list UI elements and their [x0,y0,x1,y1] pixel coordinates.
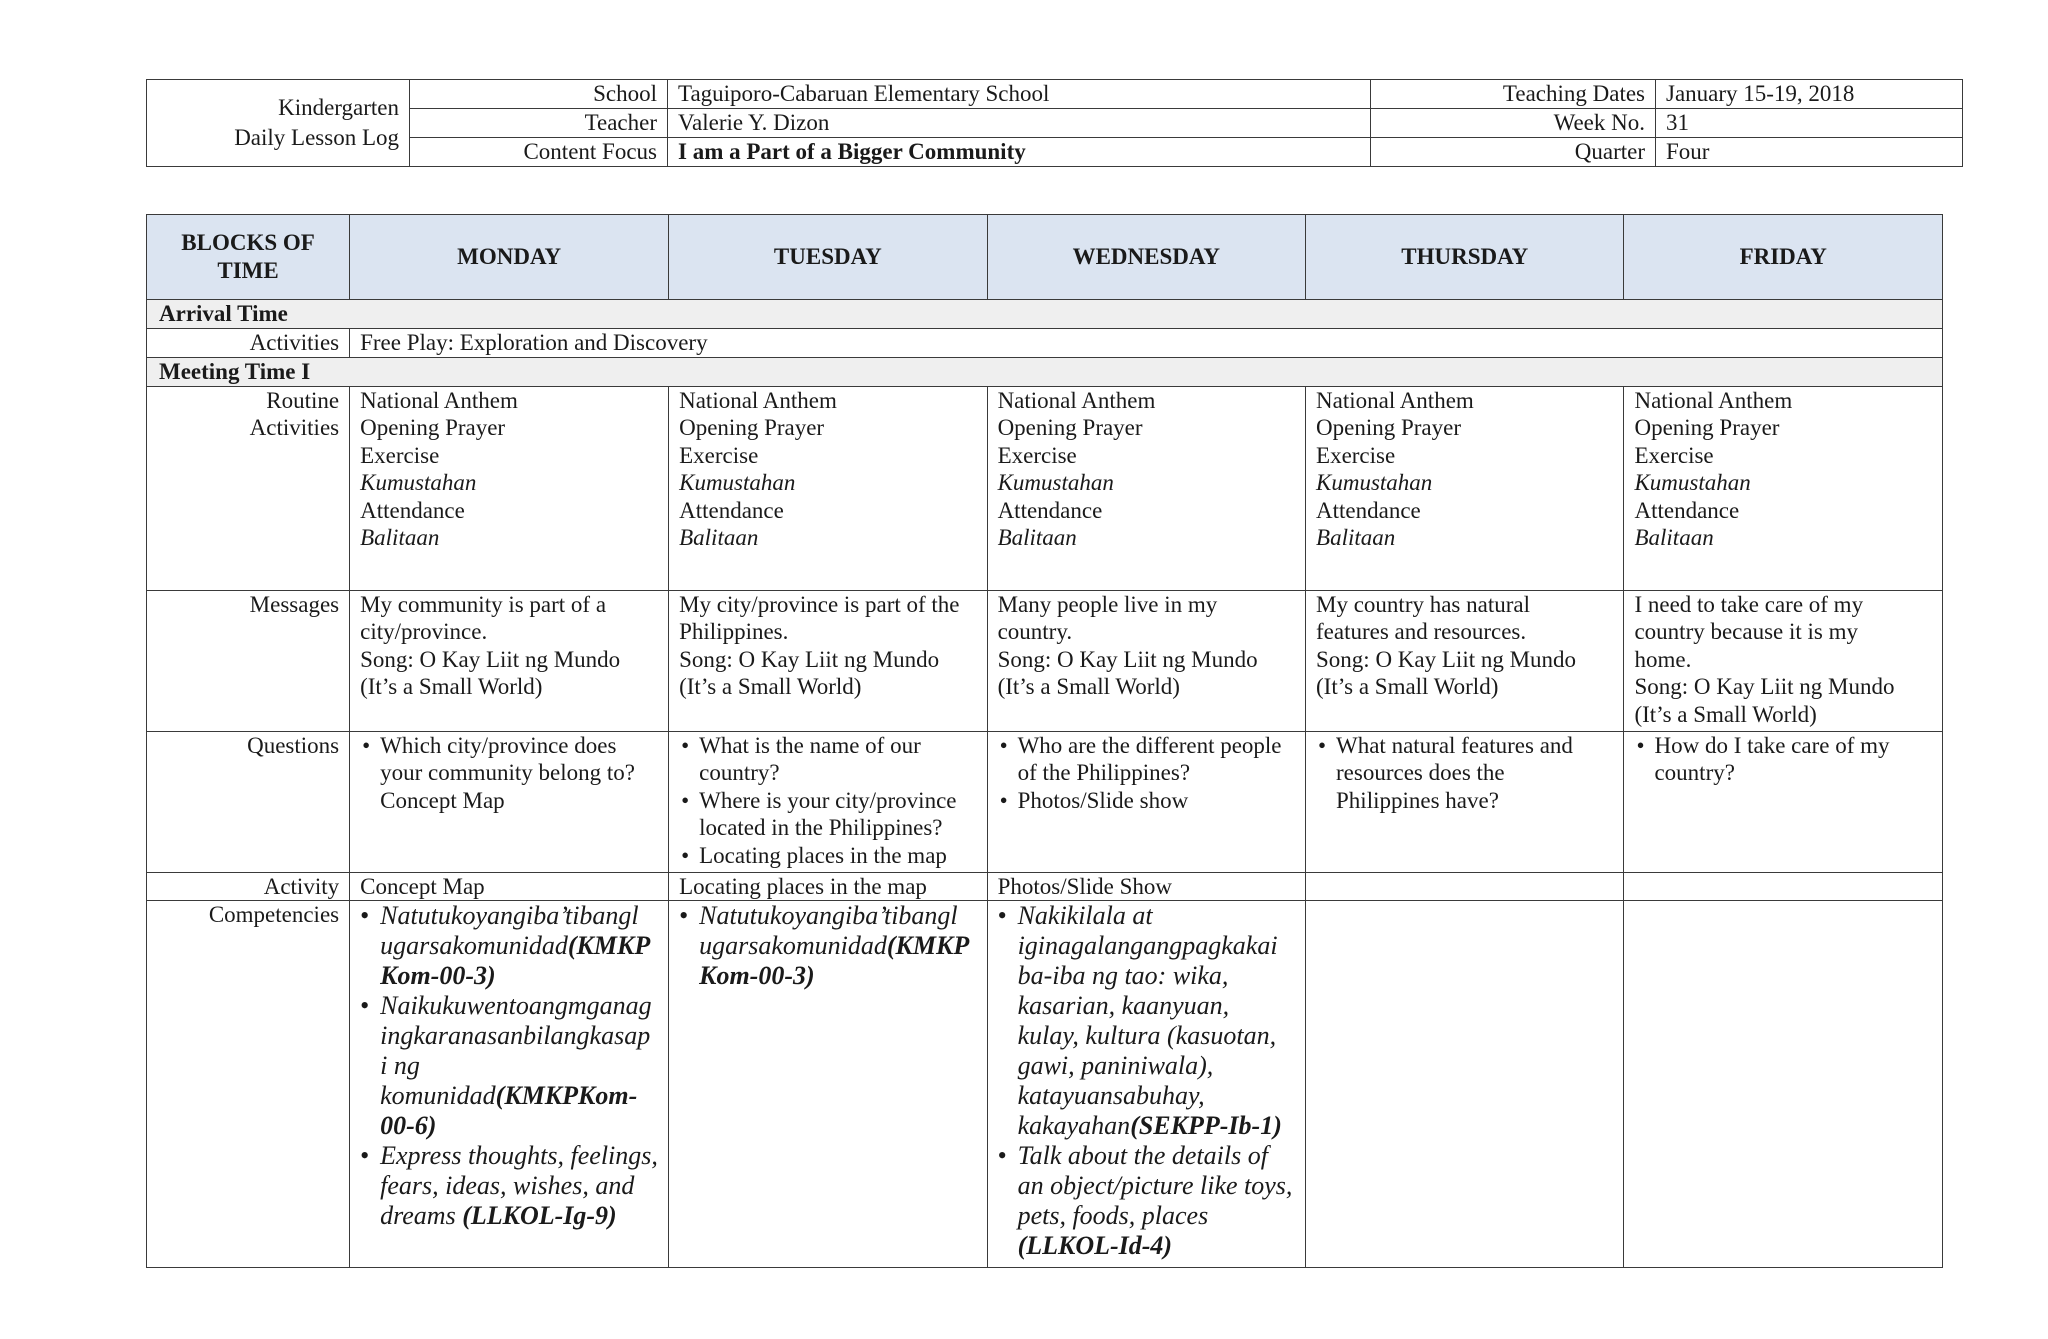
content-focus-label: Content Focus [410,138,668,167]
routine-label-line1: Routine [266,387,340,413]
competency-code: (KMKPKom-00-6) [380,1081,638,1140]
question-item: • What natural features and resources does the Philippines have? [1316,732,1613,815]
routine-monday [350,386,669,590]
message-line: (It’s a Small World) [1634,701,1817,727]
message-line: Song: O Kay Liit ng Mundo [1316,646,1577,672]
messages-row [147,590,1943,731]
activity-tuesday: Locating places in the map [669,872,987,901]
competency-code: (KMKP Kom-00-3) [699,931,969,990]
routine-item: National Anthem [360,387,518,413]
activities-row [147,329,1943,358]
question-item: • How do I take care of my country? [1634,732,1932,787]
competencies-list [998,901,1295,1261]
competency-text: Nakikilala at iginagalangangpagkakai ba-iba ng tao: wika, kasarian, kaanyuan, kulay, kultura (kasuotan, gawi, paniniwala), katayuansabuhay, kakayahan [1017,901,1278,1140]
questions-list [1316,732,1613,815]
routine-item: Opening Prayer [997,415,1143,440]
routine-item: Attendance [997,497,1103,523]
section-row-arrival [147,300,1943,329]
message-monday [350,590,669,731]
competency-text: Natutukoyangiba’tibangl ugarsakomunidad [380,901,639,960]
message-line: My city/province is part of the [679,591,960,617]
routine-item: Kumustahan [360,470,477,495]
message-line: Philippines. [679,619,789,644]
routine-item: Exercise [360,442,440,468]
routine-item: Opening Prayer [360,415,506,440]
competency-code: (SEKPP-Ib-1) [1130,1111,1282,1140]
activities-label: Activities [147,329,350,358]
section-meeting-time: Meeting Time I [147,357,1943,386]
message-line: Many people live in my [997,591,1218,617]
competency-item [998,1141,1295,1261]
message-line: country. [997,619,1073,644]
questions-thursday [1306,731,1624,872]
message-line: My community is part of a [360,591,607,617]
message-line: Song: O Kay Liit ng Mundo [360,646,621,672]
log-title [147,80,410,167]
routine-item: Kumustahan [997,470,1114,495]
competency-item [360,1141,658,1231]
routine-label-line2: Activities [249,415,340,440]
column-header-row [147,215,1943,300]
log-title-line1: Kindergarten [278,95,399,120]
competencies-list [360,901,658,1231]
questions-list [998,732,1295,815]
questions-label: Questions [147,731,350,872]
routine-item: National Anthem [679,387,837,413]
routine-item: Opening Prayer [679,415,825,440]
competency-item [998,901,1295,1141]
routine-tuesday [669,386,987,590]
routine-thursday [1306,386,1624,590]
message-line: (It’s a Small World) [360,674,543,699]
competencies-label: Competencies [147,901,350,1268]
questions-monday [350,731,669,872]
question-item: • Photos/Slide show [998,787,1295,815]
routine-item: Balitaan [1634,525,1714,550]
routine-item: National Anthem [1634,387,1793,413]
col-header-monday: MONDAY [350,215,669,300]
week-label: Week No. [1371,109,1656,138]
activities-value: Free Play: Exploration and Discovery [350,329,1943,358]
questions-row [147,731,1943,872]
message-line: city/province. [360,619,488,644]
activity-monday: Concept Map [350,872,669,901]
activity-friday [1624,872,1943,901]
competencies-row [147,901,1943,1268]
routine-item: Attendance [1316,497,1421,523]
competency-item [360,901,658,991]
competency-text: Natutukoyangiba’tibangl ugarsakomunidad [699,901,958,960]
school-value: Taguiporo-Cabaruan Elementary School [668,80,1371,109]
competencies-friday [1624,901,1943,1268]
routine-item: National Anthem [997,387,1156,413]
message-line: I need to take care of my [1634,591,1864,617]
activity-row [147,872,1943,901]
quarter-label: Quarter [1371,138,1656,167]
col-header-blocks: BLOCKS OF TIME [147,215,350,300]
teacher-label: Teacher [410,109,668,138]
competency-code: (KMKP Kom-00-3) [380,931,650,990]
teaching-dates-label: Teaching Dates [1371,80,1656,109]
question-item: • Which city/province does your community belong to? Concept Map [360,732,658,815]
message-tuesday [669,590,987,731]
message-wednesday [987,590,1305,731]
questions-list [1634,732,1932,787]
message-line: country because it is my [1634,619,1859,644]
message-friday [1624,590,1943,731]
school-label: School [410,80,668,109]
competency-code: (LLKOL-Ig-9) [462,1201,617,1230]
message-line: Song: O Kay Liit ng Mundo [1634,674,1895,699]
routine-item: Attendance [679,497,784,523]
message-line: (It’s a Small World) [679,674,862,699]
section-row-meeting [147,357,1943,386]
routine-item: Balitaan [679,525,759,550]
section-arrival-time: Arrival Time [147,300,1943,329]
questions-wednesday [987,731,1305,872]
activity-wednesday: Photos/Slide Show [987,872,1305,901]
questions-list [360,732,658,815]
competency-item [679,901,976,991]
competency-item [360,991,658,1141]
message-thursday [1306,590,1624,731]
col-header-wednesday: WEDNESDAY [987,215,1305,300]
message-line: (It’s a Small World) [1316,674,1499,699]
competencies-thursday [1306,901,1624,1268]
routine-item: Attendance [1634,497,1740,523]
competencies-list [679,901,976,991]
competency-code: (LLKOL-Id-4) [1017,1231,1173,1260]
competency-text: Express thoughts, feelings, fears, ideas, wishes, and dreams [380,1141,658,1230]
competencies-tuesday [669,901,987,1268]
questions-friday [1624,731,1943,872]
routine-item: Opening Prayer [1634,415,1780,440]
message-line: Song: O Kay Liit ng Mundo [997,646,1258,672]
questions-tuesday [669,731,987,872]
question-item: • Locating places in the map [679,842,976,870]
messages-label: Messages [147,590,350,731]
routine-item: Exercise [997,442,1077,468]
routine-item: Exercise [1634,442,1714,468]
questions-list [679,732,976,870]
content-focus-value: I am a Part of a Bigger Community [668,138,1371,167]
routine-item: Attendance [360,497,465,523]
message-line: Song: O Kay Liit ng Mundo [679,646,940,672]
competency-text: Naikukuwentoangmganag ingkaranasanbilangkasap i ng komunidad [380,991,652,1110]
competency-text: Talk about the details of an object/picture like toys, pets, foods, places [1017,1141,1293,1230]
week-value: 31 [1656,109,1963,138]
competencies-monday [350,901,669,1268]
activity-thursday [1306,872,1624,901]
routine-row [147,386,1943,590]
routine-item: National Anthem [1316,387,1474,413]
message-line: home. [1634,646,1692,672]
message-line: (It’s a Small World) [997,674,1180,699]
routine-label [147,386,350,590]
competencies-wednesday [987,901,1305,1268]
weekly-schedule-table [146,214,1943,1268]
routine-item: Kumustahan [679,470,796,495]
routine-item: Exercise [1316,442,1396,468]
routine-item: Balitaan [1316,525,1396,550]
question-item: • What is the name of our country? [679,732,976,787]
activity-label: Activity [147,872,350,901]
message-line: My country has natural [1316,591,1530,617]
teacher-value: Valerie Y. Dizon [668,109,1371,138]
routine-item: Exercise [679,442,759,468]
quarter-value: Four [1656,138,1963,167]
col-header-tuesday: TUESDAY [669,215,987,300]
question-item: • Where is your city/province located in the Philippines? [679,787,976,842]
col-header-thursday: THURSDAY [1306,215,1624,300]
routine-item: Balitaan [360,525,440,550]
message-line: features and resources. [1316,619,1527,644]
routine-item: Kumustahan [1634,470,1751,495]
lesson-log-header [146,79,1963,167]
routine-item: Balitaan [997,525,1077,550]
routine-item: Opening Prayer [1316,415,1462,440]
question-item: • Who are the different people of the Philippines? [998,732,1295,787]
routine-item: Kumustahan [1316,470,1433,495]
routine-friday [1624,386,1943,590]
col-header-friday: FRIDAY [1624,215,1943,300]
teaching-dates-value: January 15-19, 2018 [1656,80,1963,109]
routine-wednesday [987,386,1305,590]
log-title-line2: Daily Lesson Log [234,125,399,150]
